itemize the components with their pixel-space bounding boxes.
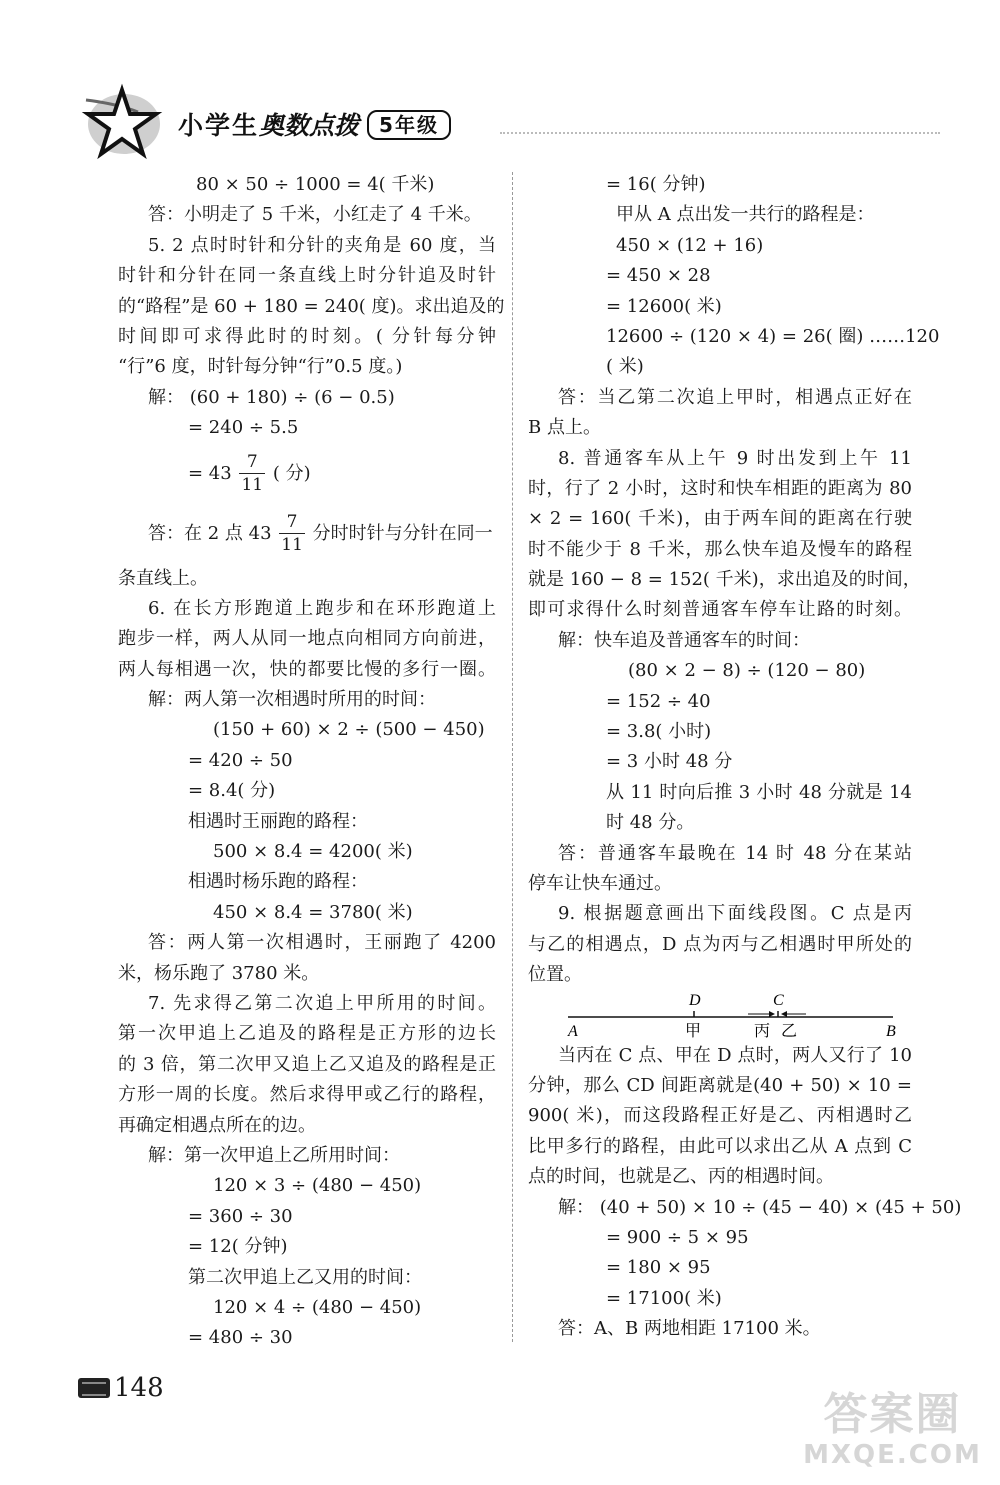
text-line: 方形一周的长度。然后求得甲或乙行的路程，	[118, 1084, 496, 1106]
text-line: = 12600( 米)	[606, 295, 722, 317]
text-line: 时间即可求得此时的时刻。( 分针每分钟	[118, 325, 496, 347]
grade-badge: 5年级	[367, 110, 451, 140]
watermark-logo-text: 答案圈	[823, 1389, 962, 1440]
text-line: 120 × 3 ÷ (480 − 450)	[213, 1175, 422, 1197]
text-line: 答：普通客车最晚在 14 时 48 分在某站	[558, 842, 912, 864]
fraction-line	[118, 444, 496, 504]
text-line: 米，杨乐跑了 3780 米。	[118, 962, 320, 984]
left-column	[118, 170, 505, 1354]
arrowhead-right	[769, 1011, 775, 1017]
text-line: 时，行了 2 小时，这时和快车相距的距离为 80	[528, 477, 912, 499]
text-line: 即可求得什么时刻普通客车停车让路的时刻。	[528, 599, 912, 621]
text-line: 就是 160 − 8 = 152( 千米)，求出追及的时间，	[528, 569, 921, 591]
text-line: 点的时间，也就是乙、丙的相遇时间。	[528, 1166, 834, 1188]
text-line: 分钟，那么 CD 间距离就是(40 + 50) × 10 =	[528, 1074, 912, 1096]
text-line: 时针和分针在同一条直线上时分针追及时针	[118, 265, 496, 287]
text-line: 的 3 倍，第二次甲又追上乙又追及的路程是正	[118, 1053, 496, 1075]
text-line: = 17100( 米)	[606, 1287, 722, 1309]
label-a: A	[568, 1022, 578, 1040]
text-line: = 360 ÷ 30	[188, 1205, 293, 1227]
text-line: = 480 ÷ 30	[188, 1327, 293, 1349]
text-line: 甲从 A 点出发一共行的路程是：	[616, 204, 875, 226]
title-part2: 奥数点拨	[259, 111, 360, 140]
text-line: 900( 米)，而这段路程正好是乙、丙相遇时乙	[528, 1105, 912, 1127]
label-yi: 乙	[781, 1020, 798, 1040]
text-line: 再确定相遇点所在的边。	[118, 1114, 316, 1136]
text-line: 解： (40 + 50) × 10 ÷ (45 − 40) × (45 + 50)	[558, 1196, 962, 1218]
text-line: 当丙在 C 点、甲在 D 点时，两人又行了 10	[558, 1044, 912, 1066]
text-line: = 12( 分钟)	[188, 1236, 288, 1258]
fraction-denominator: 11	[281, 535, 303, 556]
text-line: 停车让快车通过。	[528, 872, 672, 894]
page-header	[70, 82, 950, 172]
text-line: 时不能少于 8 千米，那么快车追及慢车的路程	[528, 538, 912, 560]
text-line: (150 + 60) × 2 ÷ (500 − 450)	[213, 719, 485, 741]
text-line: = 3 小时 48 分	[606, 751, 733, 773]
mixed-whole: = 43	[188, 462, 232, 484]
column-divider	[512, 172, 513, 1342]
text-line: 第二次甲追上乙又用的时间：	[188, 1266, 422, 1288]
text-line: 比甲多行的路程，由此可以求出乙从 A 点到 C	[528, 1135, 912, 1157]
text-line: = 450 × 28	[606, 265, 711, 287]
fraction-denominator: 11	[241, 475, 264, 496]
text-line: 相遇时杨乐跑的路程：	[188, 871, 368, 893]
label-jia: 甲	[685, 1020, 702, 1040]
text-line: 条直线上。	[118, 567, 208, 589]
watermark-url: MXQE.COM	[803, 1440, 982, 1470]
book-title	[178, 106, 451, 142]
text-line: 解：快车追及普通客车的时间：	[558, 629, 810, 651]
text-line: B 点上。	[528, 417, 601, 439]
watermark	[800, 1390, 985, 1480]
text-line: 答：两人第一次相遇时，王丽跑了 4200	[148, 932, 496, 954]
text-line: (80 × 2 − 8) ÷ (120 − 80)	[628, 660, 866, 682]
label-c: C	[773, 991, 784, 1009]
text-line: 时 48 分。	[606, 812, 695, 834]
line-segment-diagram	[528, 991, 912, 1041]
text-line: = 152 ÷ 40	[606, 690, 711, 712]
text-line: = 3.8( 小时)	[606, 721, 712, 743]
text-line: 7. 先求得乙第二次追上甲所用的时间。	[148, 992, 496, 1014]
label-bing: 丙	[754, 1020, 771, 1040]
text-line: = 420 ÷ 50	[188, 749, 293, 771]
page-number: 148	[114, 1373, 164, 1403]
text-line: 解：两人第一次相遇时所用的时间：	[148, 689, 436, 711]
header-rule	[500, 132, 940, 134]
text-line: 450 × 8.4 = 3780( 米)	[213, 901, 413, 923]
text-line: 与乙的相遇点，D 点为丙与乙相遇时甲所处的	[528, 933, 912, 955]
label-b: B	[886, 1022, 896, 1040]
text-line: = 16( 分钟)	[606, 174, 706, 195]
text-line: “行”6 度，时针每分钟“行”0.5 度。)	[118, 356, 403, 378]
star-logo-icon	[78, 82, 164, 162]
text-line: 450 × (12 + 16)	[616, 234, 764, 256]
text-line: 80 × 50 ÷ 1000 = 4( 千米)	[196, 174, 435, 195]
answer-prefix: 答：在 2 点 43	[148, 522, 272, 544]
book-icon	[78, 1378, 110, 1398]
title-part1: 小学生	[178, 111, 260, 140]
text-line: 9. 根据题意画出下面线段图。C 点是丙	[558, 903, 912, 925]
fraction-numerator: 7	[239, 451, 265, 474]
text-line: 相遇时王丽跑的路程：	[188, 810, 368, 832]
text-line: 120 × 4 ÷ (480 − 450)	[213, 1296, 422, 1318]
fraction-numerator: 7	[279, 511, 305, 534]
right-column	[528, 170, 962, 1344]
label-d: D	[689, 991, 701, 1009]
text-line: 500 × 8.4 = 4200( 米)	[213, 841, 413, 863]
text-line: × 2 = 160( 千米)，由于两车间的距离在行驶	[528, 508, 912, 530]
text-line: 答：当乙第二次追上甲时，相遇点正好在	[558, 386, 912, 408]
text-line: = 240 ÷ 5.5	[188, 417, 299, 439]
text-line: 解： (60 + 180) ÷ (6 − 0.5)	[148, 386, 395, 408]
text-line: 答：小明走了 5 千米，小红走了 4 千米。	[148, 204, 482, 226]
text-line: = 8.4( 分)	[188, 780, 276, 802]
text-line: = 180 × 95	[606, 1257, 711, 1279]
text-line: 8. 普通客车从上午 9 时出发到上午 11	[558, 447, 912, 469]
text-line: 6. 在长方形跑道上跑步和在环形跑道上	[148, 597, 496, 619]
fraction	[239, 451, 265, 496]
text-line: = 900 ÷ 5 × 95	[606, 1226, 749, 1248]
text-line: 的“路程”是 60 + 180 = 240( 度)。求出追及的	[118, 295, 505, 317]
text-line: 5. 2 点时时针和分针的夹角是 60 度，当	[148, 234, 496, 256]
text-line: 答：A、B 两地相距 17100 米。	[558, 1318, 821, 1340]
text-line: 12600 ÷ (120 × 4) = 26( 圈) ……120	[606, 325, 940, 347]
fraction-line	[118, 504, 496, 564]
unit: ( 分)	[272, 462, 311, 484]
text-line: 两人每相遇一次，快的都要比慢的多行一圈。	[118, 658, 496, 680]
text-line: 解：第一次甲追上乙所用时间：	[148, 1144, 400, 1166]
text-line: 从 11 时向后推 3 小时 48 分就是 14	[606, 781, 912, 803]
fraction	[279, 511, 305, 556]
text-line: 跑步一样，两人从同一地点向相同方向前进，	[118, 628, 496, 650]
arrowhead-left	[781, 1011, 787, 1017]
text-line: 第一次甲追上乙追及的路程是正方形的边长	[118, 1023, 496, 1045]
text-line: 位置。	[528, 964, 582, 986]
segment-diagram-svg	[528, 991, 912, 1041]
answer-suffix: 分时时针与分针在同一	[312, 522, 493, 544]
text-line: ( 米)	[606, 356, 644, 378]
